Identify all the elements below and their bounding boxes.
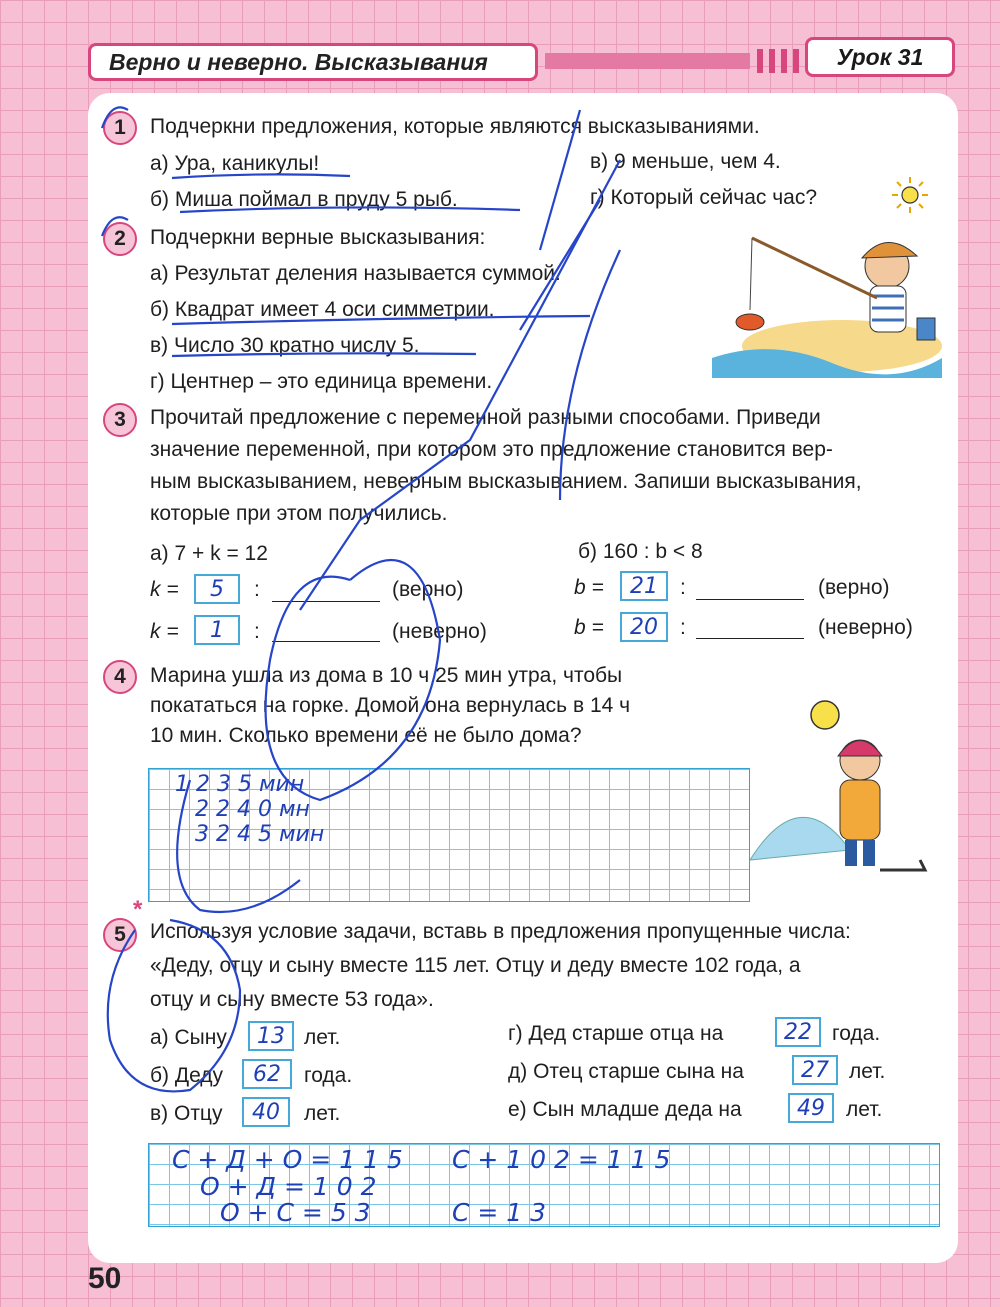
handwritten-answer: 3 2 4 5 мин: [195, 822, 325, 847]
task3-expression-a: а) 7 + k = 12: [150, 542, 268, 565]
task5-line2: «Деду, отцу и сыну вместе 115 лет. Отцу и деду вместе 102 года, а: [150, 954, 801, 977]
true-label: (верно): [818, 576, 890, 599]
task3-line2: значение переменной, при котором это предложение становится вер-: [150, 438, 833, 461]
task1-option-c: в) 9 меньше, чем 4.: [590, 150, 781, 173]
handwritten-answer: 2 2 4 0 мн: [195, 797, 310, 822]
task3-expression-b: б) 160 : b < 8: [578, 540, 703, 563]
b-false-answer-box[interactable]: 20: [620, 612, 668, 642]
task1-option-d: г) Который сейчас час?: [590, 186, 818, 209]
task5-c-prefix: в) Отцу: [150, 1102, 223, 1125]
task2-prompt: Подчеркни верные высказывания:: [150, 226, 486, 249]
task5-d-prefix: г) Дед старше отца на: [508, 1022, 724, 1045]
handwritten-answer: 1 2 3 5 мин: [175, 772, 305, 797]
task3-line3: ным высказыванием, неверным высказыванием. Запиши высказывания,: [150, 470, 862, 493]
k-label: k =: [150, 620, 179, 643]
star-marker: *: [133, 896, 143, 923]
task5-line3: отцу и сыну вместе 53 года».: [150, 988, 434, 1011]
task5-f-prefix: е) Сын младше деда на: [508, 1098, 742, 1121]
task-number: 1: [103, 111, 137, 145]
task1-prompt: Подчеркни предложения, которые являются высказываниями.: [150, 115, 760, 138]
task2-option-d: г) Центнер – это единица времени.: [150, 370, 493, 393]
task2-option-a: а) Результат деления называется суммой.: [150, 262, 561, 285]
true-label: (верно): [392, 578, 464, 601]
handwritten-equation: С + Д + О = 1 1 5: [172, 1145, 403, 1174]
page-title: Верно и неверно. Высказывания: [109, 48, 488, 75]
false-label: (неверно): [392, 620, 487, 643]
task2-option-c: в) Число 30 кратно числу 5.: [150, 334, 420, 357]
handwritten-equation: О + Д = 1 0 2: [200, 1172, 377, 1201]
b-label: b =: [574, 576, 604, 599]
task4-line2: покататься на горке. Домой она вернулась в 14 ч: [150, 694, 631, 717]
b-label: b =: [574, 616, 604, 639]
handwritten-equation: О + С = 5 3: [220, 1198, 371, 1227]
task5-c-suffix: лет.: [304, 1102, 341, 1125]
false-label: (неверно): [818, 616, 913, 639]
task5-a-suffix: лет.: [304, 1026, 341, 1049]
lesson-label: Урок 31: [836, 43, 924, 70]
k-false-answer-box[interactable]: 1: [194, 615, 240, 645]
task5-e-prefix: д) Отец старше сына на: [508, 1060, 744, 1083]
colon: :: [254, 578, 260, 601]
task5-line1: Используя условие задачи, вставь в предложения пропущенные числа:: [150, 920, 851, 943]
k-true-answer-box[interactable]: 5: [194, 574, 240, 604]
task5-b-prefix: б) Деду: [150, 1064, 224, 1087]
grandfather-age-box[interactable]: 62: [242, 1059, 292, 1089]
task5-e-suffix: лет.: [849, 1060, 886, 1083]
task5-f-suffix: лет.: [846, 1098, 883, 1121]
task-number: 5: [103, 918, 137, 952]
task1-option-a: а) Ура, каникулы!: [150, 152, 320, 175]
handwritten-equation: С + 1 0 2 = 1 1 5: [452, 1145, 671, 1174]
father-minus-son-box[interactable]: 27: [792, 1055, 838, 1085]
father-age-box[interactable]: 40: [242, 1097, 290, 1127]
colon: :: [254, 620, 260, 643]
task5-d-suffix: года.: [832, 1022, 881, 1045]
task4-line1: Марина ушла из дома в 10 ч 25 мин утра, чтобы: [150, 664, 623, 687]
task3-line1: Прочитай предложение с переменной разными способами. Приведи: [150, 406, 821, 429]
task4-line3: 10 мин. Сколько времени её не было дома?: [150, 724, 582, 747]
k-label: k =: [150, 578, 179, 601]
b-true-answer-box[interactable]: 21: [620, 571, 668, 601]
handwritten-equation: С = 1 3: [452, 1198, 547, 1227]
task-number: 2: [103, 222, 137, 256]
grandfather-minus-father-box[interactable]: 22: [775, 1017, 821, 1047]
page-number: 50: [88, 1262, 122, 1295]
colon: :: [680, 576, 686, 599]
task3-line4: которые при этом получились.: [150, 502, 448, 525]
task-number: 3: [103, 403, 137, 437]
task5-a-prefix: а) Сыну: [150, 1026, 227, 1049]
colon: :: [680, 616, 686, 639]
task5-b-suffix: года.: [304, 1064, 353, 1087]
task1-option-b: б) Миша поймал в пруду 5 рыб.: [150, 188, 458, 211]
task2-option-b: б) Квадрат имеет 4 оси симметрии.: [150, 298, 495, 321]
task-number: 4: [103, 660, 137, 694]
son-age-box[interactable]: 13: [248, 1021, 294, 1051]
grandfather-minus-son-box[interactable]: 49: [788, 1093, 834, 1123]
